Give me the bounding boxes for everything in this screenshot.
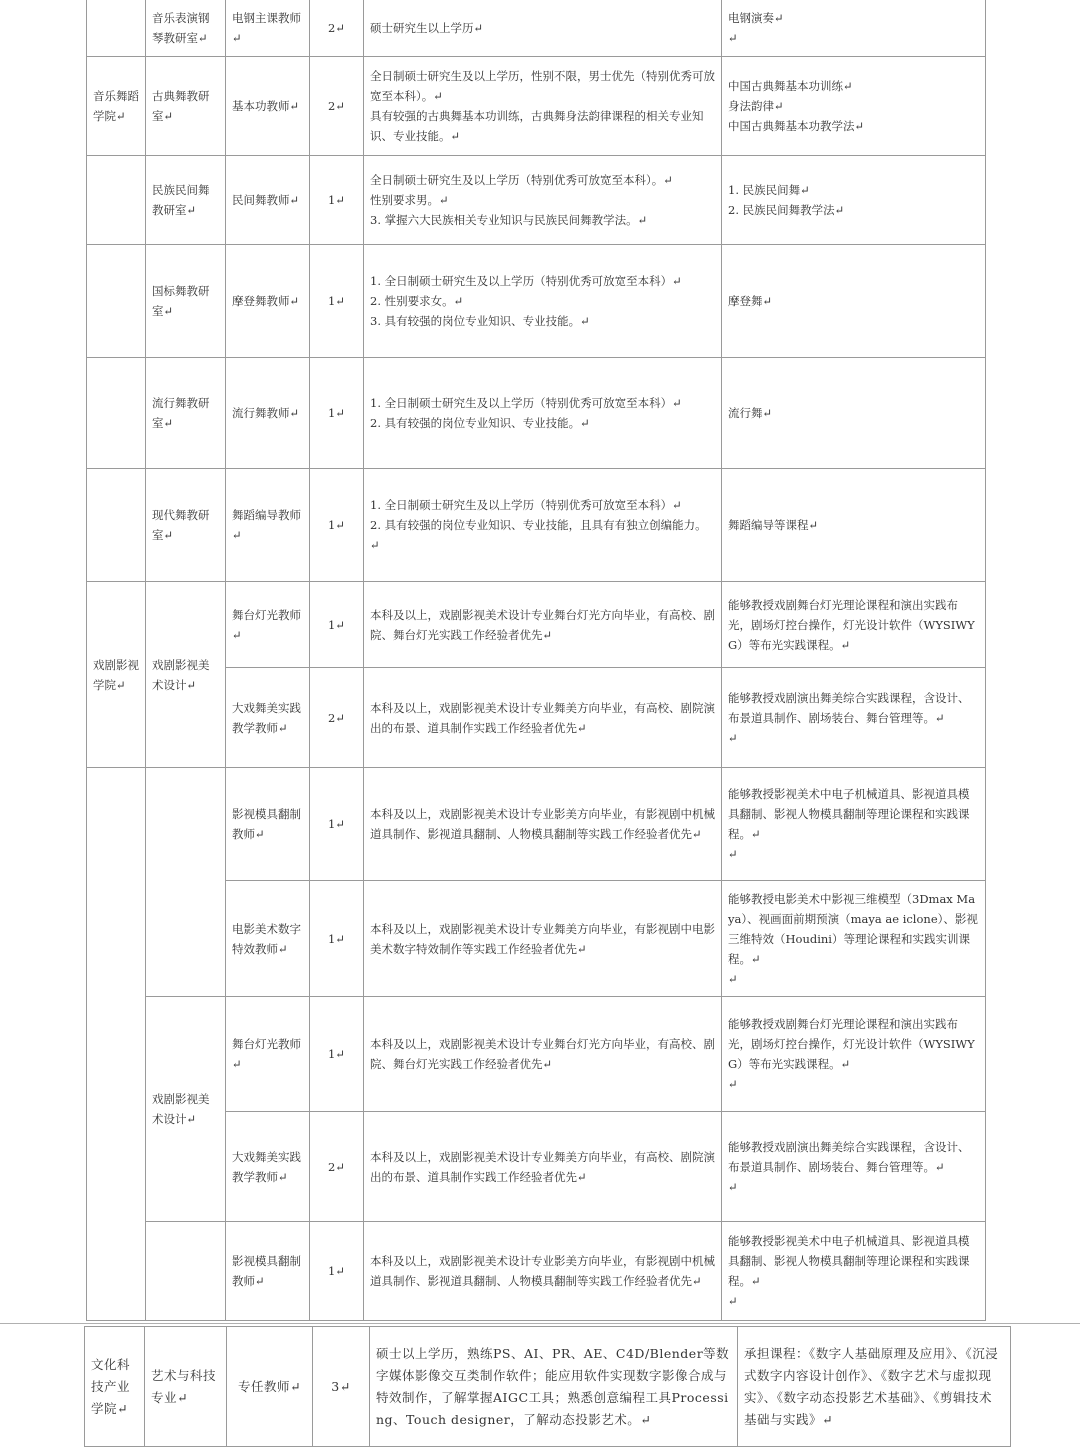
table-row [87, 245, 986, 358]
count-cell: 1↵ [310, 245, 364, 358]
direction-cell: 承担课程：《数字人基础原理及应用》、《沉浸式数字内容设计创作》、《数字艺术与虚拟现实》、《数字动态投影艺术基础》、《剪辑技术基础与实践》↵ [738, 1327, 1011, 1447]
table-row [85, 1327, 1011, 1447]
dept-cell: 戏剧影视美术设计↵ [146, 582, 226, 768]
college-cell [87, 0, 146, 57]
count-cell: 1↵ [310, 881, 364, 997]
post-cell: 电影美术数字特效教师↵ [226, 881, 310, 997]
college-cell [87, 358, 146, 469]
count-cell: 1↵ [310, 997, 364, 1112]
post-cell: 基本功教师↵ [226, 57, 310, 156]
dept-cell: 古典舞教研室↵ [146, 57, 226, 156]
requirements-cell: 全日制硕士研究生及以上学历，性别不限，男士优先（特别优秀可放宽至本科）。↵ 具有较强的古典舞基本功训练，古典舞身法韵律课程的相关专业知识、专业技能。↵ [364, 57, 722, 156]
table-row [87, 1222, 986, 1321]
direction-cell: 摩登舞↵ [722, 245, 986, 358]
direction-cell: 1. 民族民间舞↵ 2. 民族民间舞教学法↵ [722, 156, 986, 245]
direction-cell: 流行舞↵ [722, 358, 986, 469]
direction-cell: 电钢演奏↵ ↵ [722, 0, 986, 57]
college-cell [87, 156, 146, 245]
table-row [87, 469, 986, 582]
requirements-cell: 本科及以上，戏剧影视美术设计专业舞美方向毕业，有高校、剧院演出的布景、道具制作实践工作经验者优先↵ [364, 668, 722, 768]
post-cell: 摩登舞教师↵ [226, 245, 310, 358]
dept-cell: 戏剧影视美术设计↵ [146, 997, 226, 1222]
dept-cell: 国标舞教研室↵ [146, 245, 226, 358]
dept-cell: 现代舞教研室↵ [146, 469, 226, 582]
post-cell: 专任教师↵ [227, 1327, 313, 1447]
requirements-cell: 本科及以上，戏剧影视美术设计专业舞台灯光方向毕业，有高校、剧院、舞台灯光实践工作经验者优先↵ [364, 997, 722, 1112]
count-cell: 3↵ [313, 1327, 370, 1447]
post-cell: 影视模具翻制教师↵ [226, 768, 310, 881]
direction-cell: 能够教授影视美术中电子机械道具、影视道具模具翻制、影视人物模具翻制等理论课程和实践课程。↵ ↵ [722, 1222, 986, 1321]
college-cell [87, 768, 146, 1321]
count-cell: 2↵ [310, 57, 364, 156]
requirements-cell: 本科及以上，戏剧影视美术设计专业舞美方向毕业，有影视剧中电影美术数字特效制作等实践工作经验者优先↵ [364, 881, 722, 997]
count-cell: 2↵ [310, 668, 364, 768]
count-cell: 1↵ [310, 582, 364, 668]
direction-cell: 能够教授戏剧演出舞美综合实践课程，含设计、布景道具制作、剧场装台、舞台管理等。↵ ↵ [722, 1112, 986, 1222]
post-cell: 影视模具翻制教师↵ [226, 1222, 310, 1321]
count-cell: 1↵ [310, 1222, 364, 1321]
post-cell: 舞台灯光教师↵ [226, 997, 310, 1112]
count-cell: 2↵ [310, 1112, 364, 1222]
college-cell: 音乐舞蹈学院↵ [87, 57, 146, 156]
post-cell: 电钢主课教师↵ [226, 0, 310, 57]
dept-cell: 音乐表演钢琴教研室↵ [146, 0, 226, 57]
college-cell [87, 245, 146, 358]
count-cell: 1↵ [310, 469, 364, 582]
direction-cell: 能够教授戏剧演出舞美综合实践课程，含设计、布景道具制作、剧场装台、舞台管理等。↵ ↵ [722, 668, 986, 768]
table-row [87, 156, 986, 245]
dept-cell: 民族民间舞教研室↵ [146, 156, 226, 245]
table-row [87, 582, 986, 668]
direction-cell: 中国古典舞基本功训练↵ 身法韵律↵ 中国古典舞基本功教学法↵ [722, 57, 986, 156]
table-row [87, 57, 986, 156]
requirements-cell: 全日制硕士研究生及以上学历（特别优秀可放宽至本科）。↵ 性别要求男。↵ 3. 掌握六大民族相关专业知识与民族民间舞教学法。↵ [364, 156, 722, 245]
requirements-cell: 1. 全日制硕士研究生及以上学历（特别优秀可放宽至本科）↵ 2. 性别要求女。↵ 3. 具有较强的岗位专业知识、专业技能。↵ [364, 245, 722, 358]
direction-cell: 能够教授戏剧舞台灯光理论课程和演出实践布光，剧场灯控台操作，灯光设计软件（WYSIWYG）等布光实践课程。↵ ↵ [722, 997, 986, 1112]
college-cell: 戏剧影视学院↵ [87, 582, 146, 768]
recruitment-table-continued [84, 1326, 1011, 1447]
requirements-cell: 本科及以上，戏剧影视美术设计专业影美方向毕业，有影视剧中机械道具制作、影视道具翻制、人物模具翻制等实践工作经验者优先↵ [364, 1222, 722, 1321]
requirements-cell: 本科及以上，戏剧影视美术设计专业舞台灯光方向毕业，有高校、剧院、舞台灯光实践工作经验者优先↵ [364, 582, 722, 668]
post-cell: 民间舞教师↵ [226, 156, 310, 245]
count-cell: 1↵ [310, 156, 364, 245]
requirements-cell: 1. 全日制硕士研究生及以上学历（特别优秀可放宽至本科）↵ 2. 具有较强的岗位专业知识、专业技能。↵ [364, 358, 722, 469]
college-cell [87, 469, 146, 582]
table-row [87, 358, 986, 469]
requirements-cell: 本科及以上，戏剧影视美术设计专业舞美方向毕业，有高校、剧院演出的布景、道具制作实践工作经验者优先↵ [364, 1112, 722, 1222]
dept-cell: 流行舞教研室↵ [146, 358, 226, 469]
post-cell: 大戏舞美实践教学教师↵ [226, 1112, 310, 1222]
table-row [87, 997, 986, 1112]
divider [0, 1323, 1080, 1324]
table-row [87, 0, 986, 57]
post-cell: 舞台灯光教师↵ [226, 582, 310, 668]
college-cell: 文化科技产业学院↵ [85, 1327, 145, 1447]
dept-cell: 艺术与科技专业↵ [145, 1327, 227, 1447]
count-cell: 1↵ [310, 768, 364, 881]
count-cell: 2↵ [310, 0, 364, 57]
recruitment-table [86, 0, 986, 1321]
direction-cell: 能够教授戏剧舞台灯光理论课程和演出实践布光，剧场灯控台操作，灯光设计软件（WYSIWYG）等布光实践课程。↵ [722, 582, 986, 668]
requirements-cell: 硕士以上学历，熟练PS、AI、PR、AE、C4D/Blender等数字媒体影像交互类制作软件；能应用软件实现数字影像合成与特效制作，了解掌握AIGC工具；熟悉创意编程工具Processing、Touch designer，了解动态投影艺术。↵ [370, 1327, 738, 1447]
post-cell: 舞蹈编导教师↵ [226, 469, 310, 582]
dept-cell [146, 1222, 226, 1321]
direction-cell: 舞蹈编导等课程↵ [722, 469, 986, 582]
post-cell: 大戏舞美实践教学教师↵ [226, 668, 310, 768]
requirements-cell: 本科及以上，戏剧影视美术设计专业影美方向毕业，有影视剧中机械道具制作、影视道具翻制、人物模具翻制等实践工作经验者优先↵ [364, 768, 722, 881]
requirements-cell: 硕士研究生以上学历↵ [364, 0, 722, 57]
post-cell: 流行舞教师↵ [226, 358, 310, 469]
dept-cell [146, 768, 226, 997]
count-cell: 1↵ [310, 358, 364, 469]
direction-cell: 能够教授影视美术中电子机械道具、影视道具模具翻制、影视人物模具翻制等理论课程和实践课程。↵ ↵ [722, 768, 986, 881]
requirements-cell: 1. 全日制硕士研究生及以上学历（特别优秀可放宽至本科）↵ 2. 具有较强的岗位专业知识、专业技能，且具有有独立创编能力。↵ [364, 469, 722, 582]
direction-cell: 能够教授电影美术中影视三维模型（3Dmax Maya）、视画面前期预演（maya ae iclone）、影视三维特效（Houdini）等理论课程和实践实训课程。↵ ↵ [722, 881, 986, 997]
table-row [87, 768, 986, 881]
